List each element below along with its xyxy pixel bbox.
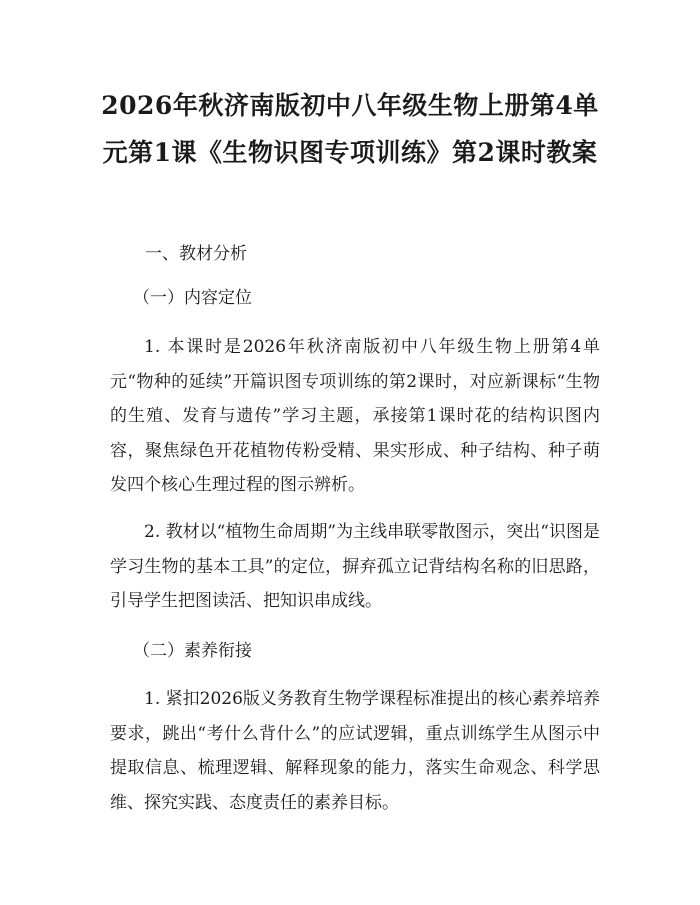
- paragraph: 1. 紧扣2026版义务教育生物学课程标准提出的核心素养培养要求，跳出“考什么背什么”的应试逻辑，重点训练学生从图示中提取信息、梳理逻辑、解释现象的能力，落实生命观念、科学思维、探究实践、态度责任的素养目标。: [110, 689, 600, 813]
- subsection-heading-content-positioning: （一）内容定位: [133, 288, 252, 308]
- subsection-heading-literacy-connection: （二）素养衔接: [133, 641, 252, 661]
- document-title: 2026年秋济南版初中八年级生物上册第4单元第1课《生物识图专项训练》第2课时教案: [101, 91, 599, 167]
- paragraph: 2. 教材以“植物生命周期”为主线串联零散图示，突出“识图是学习生物的基本工具”的定位，摒弃孤立记背结构名称的旧思路，引导学生把图读活、把知识串成线。: [110, 522, 600, 611]
- section-heading-textbook-analysis: 一、教材分析: [145, 244, 247, 264]
- paragraph: 1. 本课时是2026年秋济南版初中八年级生物上册第4单元“物种的延续”开篇识图专项训练的第2课时，对应新课标“生物的生殖、发育与遗传”学习主题，承接第1课时花的结构识图内容，聚焦绿色开花植物传粉受精、果实形成、种子结构、种子萌发四个核心生理过程的图示辨析。: [110, 337, 600, 495]
